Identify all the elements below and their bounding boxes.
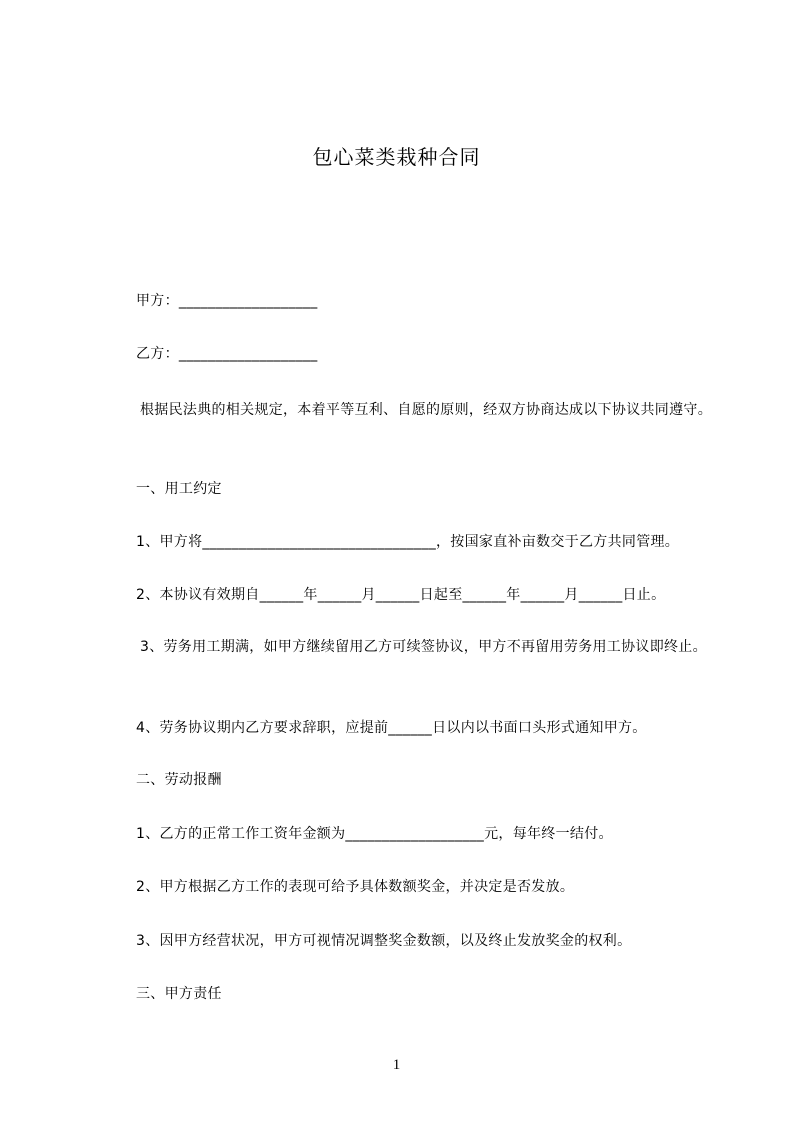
party-a-field: 甲方：___________________ (136, 293, 318, 309)
section-3-heading: 三、甲方责任 (136, 986, 222, 1002)
preamble-paragraph: 根据民法典的相关规定，本着平等互利、自愿的原则，经双方协商达成以下协议共同遵守。 (140, 402, 712, 418)
section-2-item-3: 3、因甲方经营状况，甲方可视情况调整奖金数额，以及终止发放奖金的权利。 (136, 933, 632, 949)
section-1-item-2: 2、本协议有效期自______年______月______日起至______年______月______日止。 (136, 587, 666, 603)
document-title: 包心菜类栽种合同 (312, 145, 481, 169)
section-1-item-1: 1、甲方将________________________________，按国家直补亩数交于乙方共同管理。 (136, 534, 680, 550)
section-1-item-4: 4、劳务协议期内乙方要求辞职，应提前______日以内以书面口头形式通知甲方。 (136, 720, 647, 736)
section-2-item-2: 2、甲方根据乙方工作的表现可给予具体数额奖金，并决定是否发放。 (136, 879, 575, 895)
party-b-field: 乙方：___________________ (136, 346, 318, 362)
section-1-heading: 一、用工约定 (136, 481, 222, 497)
section-2-heading: 二、劳动报酬 (136, 772, 222, 788)
page-number: 1 (392, 1057, 401, 1073)
section-1-item-3: 3、劳务用工期满，如甲方继续留用乙方可续签协议，甲方不再留用劳务用工协议即终止。 (140, 639, 707, 655)
section-2-item-1: 1、乙方的正常工作工资年金额为___________________元，每年终一结付。 (136, 826, 613, 842)
